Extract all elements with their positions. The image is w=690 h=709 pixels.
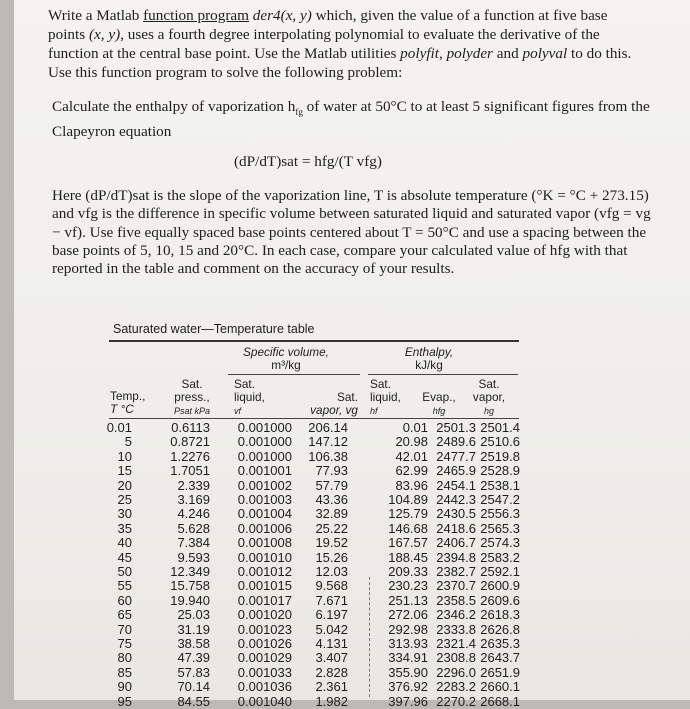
table-cell: 334.91 (388, 650, 428, 666)
table-cell: 0.001040 (237, 693, 292, 709)
table-cell: 2574.3 (480, 535, 520, 551)
table-cell: 15.26 (315, 549, 348, 565)
table-cell: 75 (117, 636, 132, 651)
table-cell: 80 (117, 650, 132, 666)
problem-paragraph-1 (48, 6, 648, 82)
table-cell: 19.52 (315, 535, 348, 551)
table-cell: 2394.8 (436, 549, 476, 565)
table-cell: 2270.2 (436, 693, 476, 709)
table-cell: 0.6113 (171, 420, 210, 435)
table-cell: 2510.6 (480, 434, 520, 450)
table-cell: 77.93 (315, 463, 348, 479)
table-cell: 38.58 (177, 636, 210, 651)
header-vg: Sat. vapor, vg (310, 390, 358, 417)
p1-text-b: which, given the value of a function at five base points (48, 7, 608, 43)
table-cell: 292.98 (388, 621, 428, 637)
problem-paragraph-3: Here (dP/dT)sat is the slope of the vaporization line, T is absolute temperature (°K = °C + 273.15) and vfg is the difference in specific volume between saturated liquid and saturated vapor (vfg = vg − vf). Use five equally spaced base points centered about T = 50°C and use a spacing between the base points of 5, 10, 15 and 20°C. In each case, compare your calculated value of hfg with that reported in the table and comment on the accuracy of your results. (52, 187, 651, 278)
table-cell: 167.57 (388, 535, 428, 551)
function-program-link: function program (143, 7, 249, 24)
table-cell: 0.001002 (237, 477, 292, 493)
table-cell: 12.349 (170, 564, 210, 579)
table-cell: 2528.9 (480, 463, 520, 479)
p1-comma: , (438, 45, 447, 62)
table-cell: 85 (117, 664, 132, 680)
header-bottom-rule (109, 418, 519, 419)
table-cell: 0.001012 (237, 564, 292, 579)
table-cell: 2454.1 (436, 477, 476, 493)
p1-xy: (x, y) (88, 26, 121, 43)
table-cell: 19.940 (170, 592, 210, 608)
table-cell: 2547.2 (480, 492, 520, 507)
clapeyron-equation: (dP/dT)sat = hfg/(T vfg) (234, 153, 382, 170)
table-cell: 2609.6 (480, 592, 520, 608)
table-cell: 2283.2 (436, 679, 476, 695)
p1-text-d: to do this. Use this function program to solve the following problem: (48, 45, 632, 81)
table-cell: 188.45 (388, 549, 428, 565)
p1-and: and (492, 45, 523, 62)
table-cell: 2538.1 (480, 477, 520, 493)
table-cell: 355.90 (388, 664, 428, 680)
table-cell: 20 (117, 477, 132, 493)
table-cell: 83.96 (395, 477, 428, 493)
header-enthalpy: Enthalpy, kJ/kg (404, 345, 454, 372)
table-cell: 5.042 (315, 621, 348, 637)
table-cell: 0.001004 (237, 506, 292, 522)
table-cell: 2321.4 (436, 636, 476, 651)
header-specific-volume: Specific volume, m³/kg (243, 345, 329, 372)
table-cell: 47.39 (177, 650, 210, 666)
table-cell: 84.55 (177, 693, 210, 709)
table-cell: 0.001001 (237, 463, 292, 479)
table-cell: 0.001000 (237, 420, 292, 435)
table-cell: 0.001003 (237, 492, 292, 507)
table-cell: 55 (117, 578, 132, 594)
table-cell: 25.22 (315, 520, 348, 536)
table-cell: 2430.5 (436, 506, 476, 522)
table-cell: 4.131 (315, 636, 348, 651)
table-top-rule (109, 340, 519, 342)
table-cell: 5.628 (177, 520, 210, 536)
table-cell: 2635.3 (480, 636, 520, 651)
table-cell: 2333.8 (436, 621, 476, 637)
table-cell: 2565.3 (480, 520, 520, 536)
table-cell: 2465.9 (436, 463, 476, 479)
table-cell: 30 (117, 506, 132, 522)
polyfit-name: polyfit (400, 45, 439, 62)
table-cell: 0.001015 (237, 578, 292, 594)
header-pressure: Sat. press., Psat kPa (173, 377, 211, 416)
table-cell: 2382.7 (436, 564, 476, 579)
p1-text-c: , uses a fourth degree interpolating polynomial to evaluate the derivative of the function at the central base point. Use the Matlab utilities (48, 26, 600, 62)
table-cell: 62.99 (395, 463, 428, 479)
table-cell: 20.98 (395, 434, 428, 450)
p2-text-b: of water at 50°C to at least 5 significant figures from the Clapeyron equation (52, 98, 650, 141)
table-cell: 2643.7 (480, 650, 520, 666)
column-divider (369, 577, 370, 697)
table-cell: 12.03 (315, 564, 348, 579)
table-cell: 0.001036 (237, 679, 292, 695)
table-cell: 2583.2 (480, 549, 520, 565)
table-cell: 40 (117, 535, 132, 551)
table-cell: 50 (117, 564, 132, 579)
table-cell: 376.92 (388, 679, 428, 695)
table-cell: 95 (117, 693, 132, 709)
table-cell: 0.001017 (237, 592, 292, 608)
table-cell: 0.001010 (237, 549, 292, 565)
table-cell: 0.001000 (237, 434, 292, 450)
table-cell: 57.83 (177, 664, 210, 680)
table-cell: 2618.3 (480, 607, 520, 623)
table-cell: 2556.3 (480, 506, 520, 522)
table-cell: 0.001008 (237, 535, 292, 551)
table-cell: 32.89 (315, 506, 348, 522)
polyder-name: polyder (446, 45, 493, 62)
table-cell: 230.23 (388, 578, 428, 594)
table-cell: 0.01 (402, 420, 428, 435)
table-cell: 2346.2 (436, 607, 476, 623)
table-cell: 2626.8 (480, 621, 520, 637)
table-cell: 43.36 (315, 492, 348, 507)
table-cell: 65 (117, 607, 132, 623)
table-cell: 106.38 (308, 448, 348, 464)
enthalpy-rule (368, 374, 518, 375)
table-cell: 2660.1 (480, 679, 520, 695)
table-cell: 0.001033 (237, 664, 292, 680)
polyval-name: polyval (522, 45, 568, 62)
table-cell: 209.33 (388, 564, 428, 579)
table-cell: 9.593 (177, 549, 210, 565)
specific-volume-rule (228, 374, 360, 375)
table-cell: 7.384 (177, 535, 210, 551)
table-cell: 2296.0 (436, 664, 476, 680)
table-cell: 2501.3 (436, 420, 476, 435)
table-cell: 397.96 (388, 693, 428, 709)
table-cell: 1.7051 (170, 463, 210, 479)
table-cell: 70 (117, 621, 132, 637)
table-cell: 1.2276 (170, 448, 210, 464)
table-cell: 2.361 (315, 679, 348, 695)
table-cell: 7.671 (315, 592, 348, 608)
table-cell: 2600.9 (480, 578, 520, 594)
table-cell: 2489.6 (436, 434, 476, 450)
header-hfg: Evap., hfg (422, 390, 456, 416)
document-page (14, 0, 690, 709)
table-cell: 25.03 (177, 607, 210, 623)
table-cell: 2370.7 (436, 578, 476, 594)
table-cell: 0.01 (106, 420, 132, 435)
table-cell: 147.12 (308, 434, 348, 450)
table-cell: 15 (117, 463, 132, 479)
table-cell: 31.19 (177, 621, 210, 637)
problem-paragraph-2 (52, 97, 652, 141)
table-cell: 2406.7 (436, 535, 476, 551)
table-cell: 45 (117, 549, 132, 565)
table-cell: 35 (117, 520, 132, 536)
table-cell: 0.001029 (237, 650, 292, 666)
table-cell: 251.13 (388, 592, 428, 608)
table-cell: 70.14 (177, 679, 210, 695)
table-cell: 2477.7 (436, 448, 476, 464)
header-hf: Sat. liquid, hf (370, 377, 401, 416)
table-cell: 2519.8 (480, 448, 520, 464)
table-cell: 42.01 (395, 448, 428, 464)
table-cell: 3.169 (177, 492, 210, 507)
header-hg: Sat. vapor, hg (472, 377, 506, 416)
table-cell: 125.79 (388, 506, 428, 522)
table-cell: 60 (117, 592, 132, 608)
table-cell: 272.06 (388, 607, 428, 623)
table-cell: 206.14 (308, 420, 348, 435)
table-cell: 2358.5 (436, 592, 476, 608)
table-cell: 6.197 (315, 607, 348, 623)
table-cell: 10 (117, 448, 132, 464)
table-cell: 2442.3 (436, 492, 476, 507)
table-cell: 2418.6 (436, 520, 476, 536)
header-vf: Sat. liquid, vf (234, 377, 265, 416)
p2-text-a: Calculate the enthalpy of vaporization h (52, 98, 296, 115)
header-temp: Temp., T °C (110, 389, 146, 416)
table-cell: 3.407 (315, 650, 348, 666)
table-cell: 9.568 (315, 578, 348, 594)
table-cell: 0.001006 (237, 520, 292, 536)
table-cell: 0.001000 (237, 448, 292, 464)
table-cell: 0.001026 (237, 636, 292, 651)
table-cell: 15.758 (170, 578, 210, 594)
table-cell: 2308.8 (436, 650, 476, 666)
der4-function: der4(x, y) (252, 7, 312, 24)
table-cell: 2651.9 (480, 664, 520, 680)
table-cell: 2668.1 (480, 693, 520, 709)
table-cell: 0.001020 (237, 607, 292, 623)
table-cell: 146.68 (388, 520, 428, 536)
table-cell: 2592.1 (480, 564, 520, 579)
table-cell: 2.828 (315, 664, 348, 680)
table-cell: 0.001023 (237, 621, 292, 637)
table-cell: 1.982 (315, 693, 348, 709)
table-cell: 104.89 (388, 492, 428, 507)
table-cell: 4.246 (177, 506, 210, 522)
table-cell: 25 (117, 492, 132, 507)
table-cell: 57.79 (315, 477, 348, 493)
p2-subscript: fg (295, 107, 303, 118)
table-cell: 90 (117, 679, 132, 695)
table-cell: 313.93 (388, 636, 428, 651)
p1-text-a: Write a Matlab (48, 7, 144, 24)
table-title: Saturated water—Temperature table (113, 322, 315, 336)
table-cell: 2.339 (177, 477, 210, 493)
table-cell: 0.8721 (170, 434, 210, 450)
table-cell: 2501.4 (480, 420, 520, 435)
table-cell: 5 (124, 434, 132, 450)
